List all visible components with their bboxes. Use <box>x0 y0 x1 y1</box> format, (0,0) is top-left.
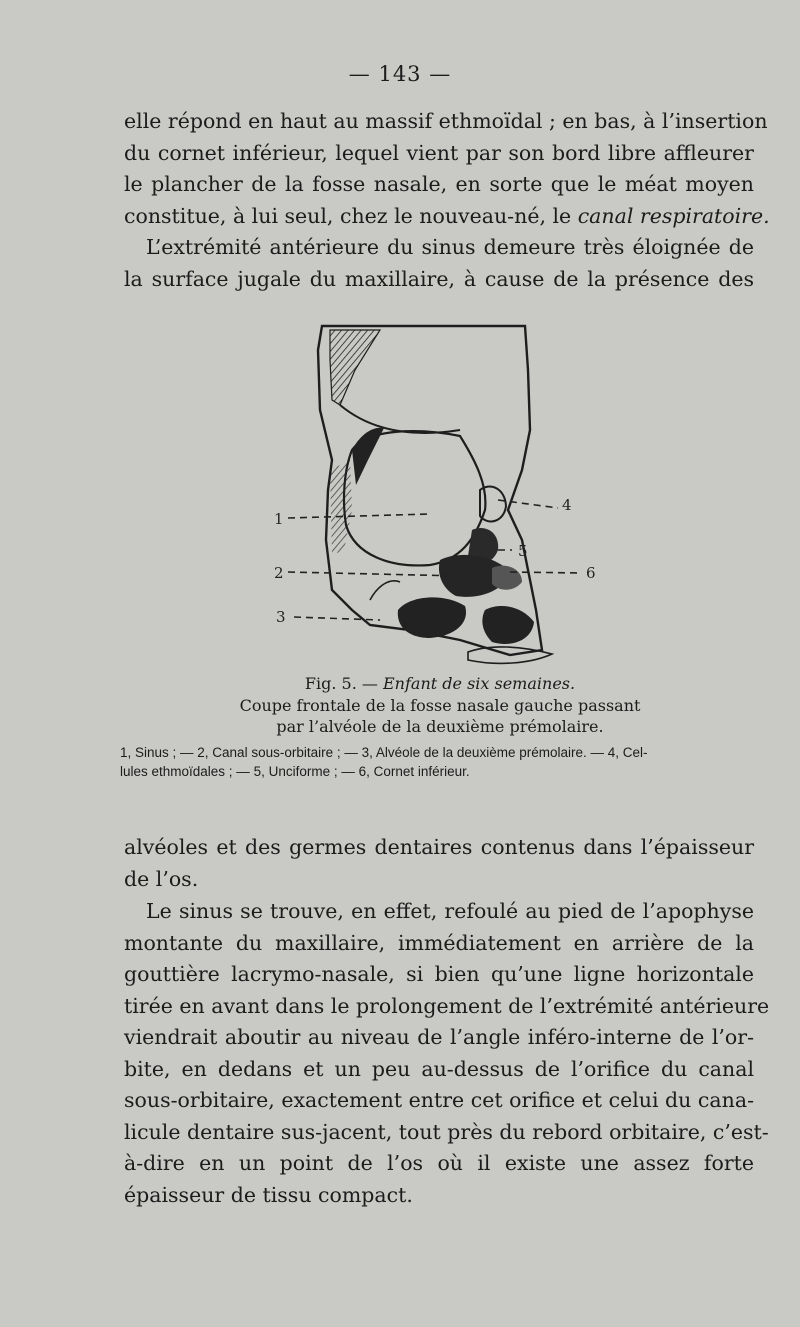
text-line: montante du maxillaire, immédiatement en arrière de la <box>124 930 754 955</box>
text-line: Le sinus se trouve, en effet, refoulé au pied de l’apophyse <box>146 899 754 923</box>
figure-label-4: 4 <box>562 496 572 514</box>
text-line: épaisseur de tissu compact. <box>124 1182 413 1207</box>
text-line: du cornet inférieur, lequel vient par son bord libre affleurer <box>124 140 754 165</box>
text-line: gouttière lacrymo-nasale, si bien qu’une ligne horizontale <box>124 962 754 986</box>
figure-label-6: 6 <box>586 564 596 582</box>
figure-subject: Enfant de six semaines. <box>383 674 576 693</box>
text-line: bite, en dedans et un peu au-dessus de l’orifice du canal <box>124 1056 754 1081</box>
text-line: le plancher de la fosse nasale, en sorte que le méat moyen <box>124 172 754 196</box>
text-line: elle répond en haut au massif ethmoïdal ; en bas, à l’insertion <box>124 109 768 133</box>
text-line: viendrait aboutir au niveau de l’angle inféro-interne de l’or- <box>124 1025 754 1049</box>
text-line: licule dentaire sus-jacent, tout près du rebord orbitaire, c’est- <box>124 1119 769 1144</box>
figure-label-1: 1 <box>274 510 284 528</box>
paragraph-top <box>124 106 770 295</box>
text-line <box>124 201 770 233</box>
figure-label-2: 2 <box>274 564 284 582</box>
text-line: L’extrémité antérieure du sinus demeure très éloignée de <box>146 235 754 259</box>
figure-legend-line: lules ethmoïdales ; — 5, Unciforme ; — 6, Cornet inférieur. <box>120 764 470 779</box>
figure-legend-line: 1, Sinus ; — 2, Canal sous-orbitaire ; — 3, Alvéole de la deuxième prémolaire. — 4, Cel- <box>120 745 648 760</box>
text-line-prefix: constitue, à lui seul, chez le nouveau-né, le <box>124 203 578 228</box>
text-line: sous-orbitaire, exactement entre cet orifice et celui du cana- <box>124 1088 754 1112</box>
figure-label-3: 3 <box>276 608 286 626</box>
figure-number: Fig. 5. — <box>304 674 383 693</box>
figure-description <box>120 695 760 737</box>
text-line: à-dire en un point de l’os où il existe une assez forte <box>124 1151 754 1175</box>
paragraph-bottom <box>124 896 770 1211</box>
figure-description-line: par l’alvéole de la deuxième prémolaire. <box>276 717 604 736</box>
italic-term: canal respiratoire. <box>577 203 770 228</box>
figure-legend <box>120 743 760 781</box>
figure-caption-title <box>120 673 760 695</box>
text-line: tirée en avant dans le prolongement de l’extrémité antérieure <box>124 993 770 1018</box>
page-number: — 143 — <box>348 62 452 86</box>
paragraph-continued <box>124 832 754 895</box>
text-line: alvéoles et des germes dentaires contenus dans l’épaisseur <box>124 835 754 859</box>
figure-label-5: 5 <box>518 542 528 560</box>
text-line: de l’os. <box>124 866 199 891</box>
anatomical-figure <box>260 310 620 672</box>
text-line: la surface jugale du maxillaire, à cause de la présence des <box>124 266 754 291</box>
figure-description-line: Coupe frontale de la fosse nasale gauche passant <box>239 696 641 715</box>
